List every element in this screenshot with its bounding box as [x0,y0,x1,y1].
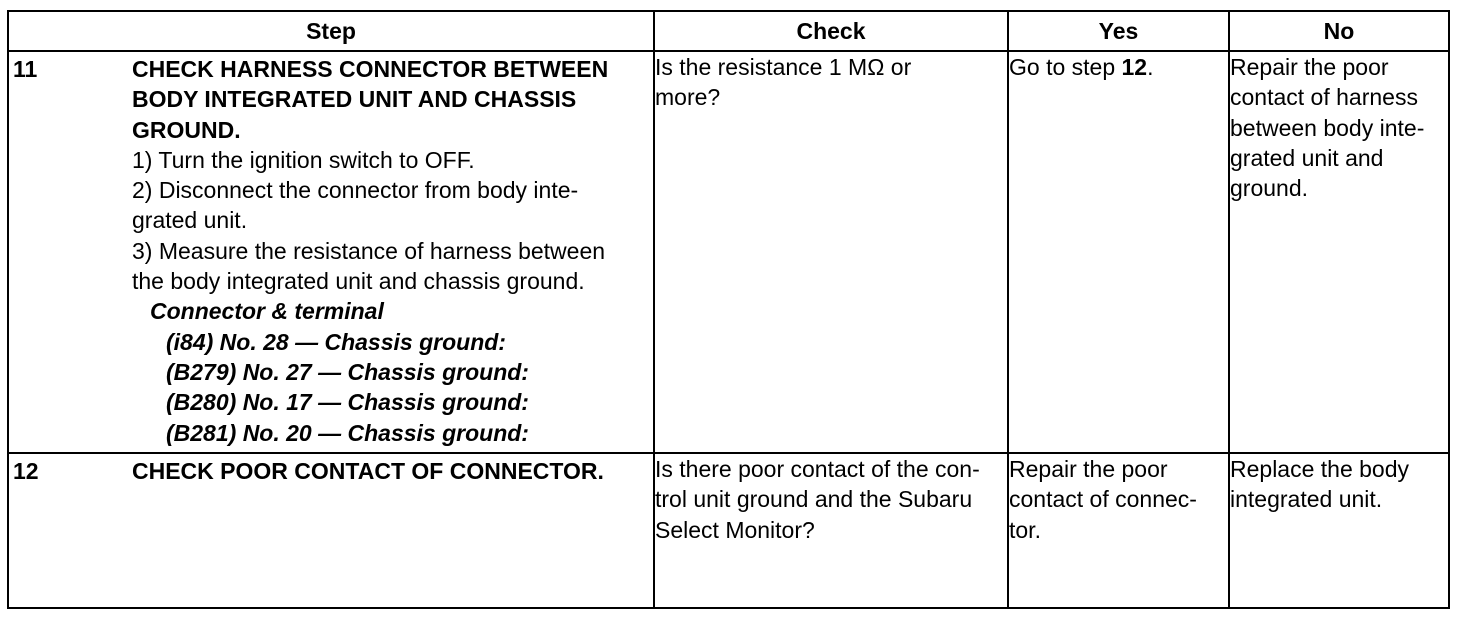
step-cell [8,51,654,453]
yes-line: tor. [1009,516,1041,543]
header-step: Step [8,11,654,51]
yes-line: Repair the poor [1009,456,1168,482]
no-line: between body inte- [1230,114,1425,141]
spec-item: (B279) No. 27 — Chassis ground: [166,358,529,385]
header-row [8,11,1449,51]
yes-prefix: Go to step [1009,54,1122,80]
header-no: No [1229,11,1449,51]
no-line: Replace the body [1230,456,1410,482]
table-row-step-11 [8,51,1449,453]
spec-heading: Connector & terminal [150,298,384,325]
diagnostic-table [7,10,1450,609]
yes-cell [1008,51,1229,453]
check-line: Select Monitor? [655,516,815,543]
header-yes: Yes [1008,11,1229,51]
check-cell [654,51,1008,453]
step-content [9,454,653,486]
check-line: Is there poor contact of the con- [655,456,980,482]
step-cell [8,453,654,608]
step-title-line: CHECK POOR CONTACT OF CONNECTOR. [132,458,604,484]
spec-item: (B280) No. 17 — Chassis ground: [166,389,529,416]
step-content [9,52,653,448]
header-check: Check [654,11,1008,51]
instruction-line: the body integrated unit and chassis ground. [132,268,585,295]
instruction-line: 1) Turn the ignition switch to OFF. [132,146,475,173]
step-title-line: GROUND. [132,116,241,143]
no-line: grated unit and [1230,144,1384,171]
no-line: ground. [1230,175,1309,202]
spec-item: (B281) No. 20 — Chassis ground: [166,419,529,446]
instruction-line: 3) Measure the resistance of harness between [132,237,606,264]
step-title-line: BODY INTEGRATED UNIT AND CHASSIS [132,86,577,113]
instruction-line: grated unit. [132,207,248,234]
yes-text [1009,52,1228,82]
check-cell [654,453,1008,608]
yes-cell [1008,453,1229,608]
no-line: contact of harness [1230,84,1418,111]
instruction-line: 2) Disconnect the connector from body inte- [132,177,579,204]
no-cell [1229,453,1449,608]
yes-line: contact of connec- [1009,486,1197,513]
check-line: trol unit ground and the Subaru [655,486,973,513]
table-row-step-12 [8,453,1449,608]
step-number: 12 [13,458,39,484]
no-cell [1229,51,1449,453]
check-line: more? [655,84,721,111]
yes-step-ref: 12 [1121,54,1148,80]
no-line: Repair the poor [1230,54,1389,80]
yes-suffix: . [1147,54,1154,80]
check-line: Is the resistance 1 MΩ or [655,54,912,80]
spec-item: (i84) No. 28 — Chassis ground: [166,328,506,355]
step-title-line: CHECK HARNESS CONNECTOR BETWEEN [132,56,609,82]
step-number: 11 [13,56,38,82]
no-line: integrated unit. [1230,486,1383,513]
